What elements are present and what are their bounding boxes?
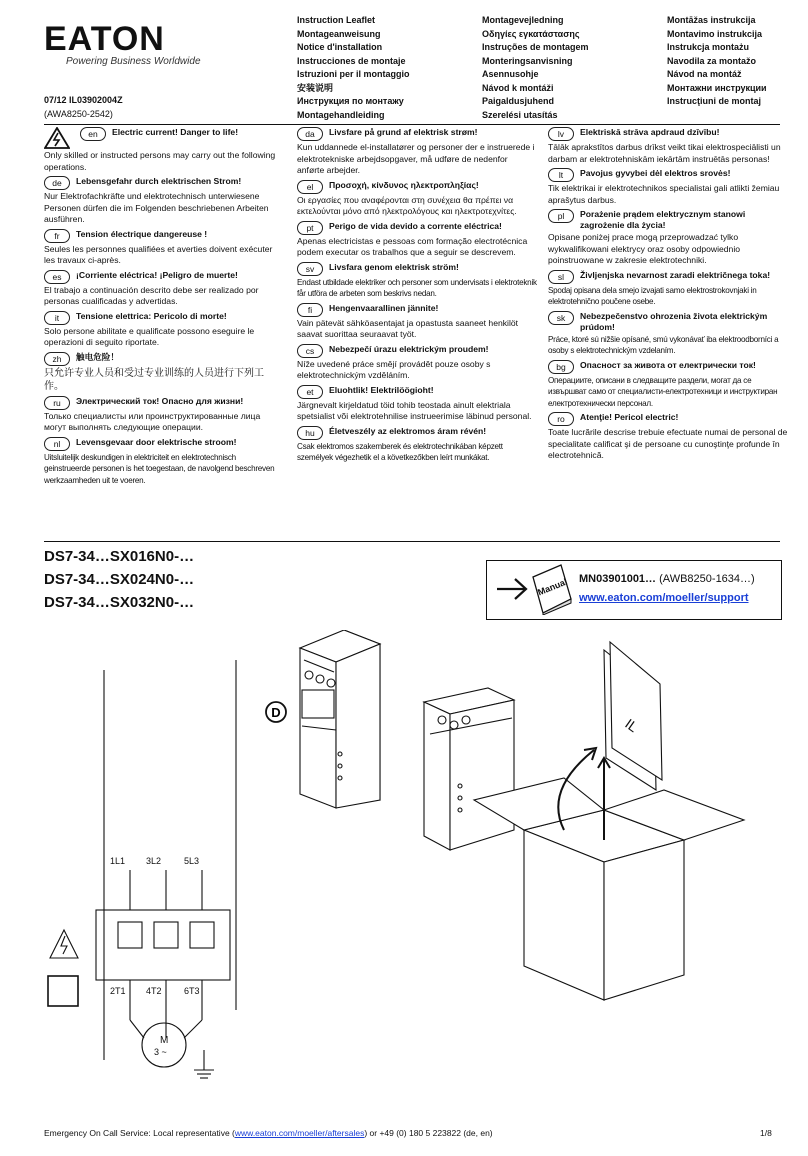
warning-heading-row (44, 311, 284, 325)
warning-lv (548, 127, 788, 165)
warning-body: Opisane poniżej prace mogą przeprowadzać tylko wykwalifikowani elektrycy oraz osoby odpowiednio poinstruowane w zakresie elektrotechniki. (548, 232, 741, 265)
lang-code: pl (548, 209, 574, 223)
warning-fr (44, 229, 284, 267)
title: 安装说明 (297, 82, 334, 93)
d-info-icon (266, 702, 286, 722)
warning-heading: Pavojus gyvybei dėl elektros srovės! (580, 168, 731, 178)
warning-heading-row (44, 396, 284, 410)
warning-body: Tik elektrikai ir elektrotechnikos specialistai gali atlikti žemiau aprašytus darbus. (548, 183, 780, 205)
terminal-label: 3L2 (146, 856, 162, 866)
warning-body: Nur Elektrofachkräfte und elektrotechnisch unterwiesene Personen dürfen die im Folgenden beschriebenen Arbeiten ausführen. (44, 191, 269, 224)
leaflet-label: IL (622, 715, 642, 736)
title: Návod na montáž (667, 69, 742, 79)
warning-heading-row (297, 344, 537, 358)
title: Návod k montáži (482, 82, 554, 93)
manual-label: Manual (536, 576, 569, 598)
lang-code: da (297, 127, 323, 141)
warning-sk (548, 311, 788, 357)
lang-code: et (297, 385, 323, 399)
warning-heading-row (297, 180, 537, 194)
warning-heading-row (297, 303, 537, 317)
warning-es (44, 270, 284, 308)
wiring-labels (110, 856, 200, 1057)
model-number: DS7-34…SX016N0-… (44, 548, 195, 565)
support-link[interactable]: www.eaton.com/moeller/support (579, 592, 749, 604)
lang-code: de (44, 176, 70, 190)
lang-code: hu (297, 426, 323, 440)
warning-heading-row (297, 221, 537, 235)
warning-zh (44, 352, 284, 393)
warning-body: Solo persone abilitate e qualificate possono eseguire le operazioni di seguito riportate. (44, 325, 255, 347)
warning-body: Järgnevalt kirjeldatud töid tohib teostada ainult elektriala spetsialist või elektrotehnilise instrueerimise läbinud personal. (297, 399, 532, 421)
warning-heading: Опасност за живота от електрически ток! (580, 359, 756, 370)
lang-code: ro (548, 412, 574, 426)
warning-pt (297, 221, 537, 259)
warning-heading: Lebensgefahr durch elektrischen Strom! (76, 176, 242, 186)
titles-col-3 (667, 14, 767, 109)
warning-hu (297, 426, 537, 464)
warning-heading: Életveszély az elektromos áram révén! (329, 425, 487, 436)
aftersales-link[interactable]: www.eaton.com/moeller/aftersales (234, 1128, 365, 1138)
warning-body: Csak elektromos szakemberek és elektrotechnikában képzett személyek végezhetik el a következőkben leírt munkákat. (297, 441, 503, 462)
model-number: DS7-34…SX024N0-… (44, 571, 195, 588)
title: Montagevejledning (482, 15, 564, 25)
danger-triangle-icon (44, 127, 70, 149)
warning-heading-row (548, 360, 788, 374)
warning-body: El trabajo a continuación descrito debe ser realizado por personas cualificadas y advertidas. (44, 284, 259, 306)
warning-heading: Hengenvaarallinen jännite! (329, 302, 439, 313)
warning-body: Endast utbildade elektriker och personer som undervisats i elektroteknik får utföra de arbeten som beskrivs nedan. (297, 277, 537, 298)
manual-reference-box (486, 560, 782, 620)
warning-body: Níže uvedené práce smějí provádět pouze osoby s elektrotechnickým vzděláním. (297, 358, 491, 380)
warning-heading-row (548, 270, 788, 284)
warning-heading-row (297, 262, 537, 276)
warning-body: Vain pätevät sähköasentajat ja opastusta saaneet henkilöt saavat suorittaa seuraavat työt. (297, 317, 519, 339)
title: Montagehandleiding (297, 109, 385, 120)
warning-ru (44, 396, 284, 434)
warning-heading-row (548, 412, 788, 426)
warning-el (297, 180, 537, 218)
lang-code: sl (548, 270, 574, 284)
terminal-label: 1L1 (110, 856, 126, 866)
manual-doc-ref (579, 573, 755, 585)
warnings-col-2 (297, 127, 537, 467)
model-number: DS7-34…SX032N0-… (44, 594, 195, 611)
arrow-right-icon (495, 575, 529, 603)
doc-number: 07/12 IL03902004Z (44, 95, 123, 105)
lang-code: ru (44, 396, 70, 410)
warning-fi (297, 303, 537, 341)
warning-heading: Tensione elettrica: Pericolo di morte! (76, 310, 227, 321)
title: Istruzioni per il montaggio (297, 69, 410, 79)
lang-code: lv (548, 127, 574, 141)
warning-body: Tālāk aprakstītos darbus drīkst veikt tikai elektrospeciālisti un darbam ar elektrotehniskām iekārtām instruētās personas! (548, 142, 781, 164)
warning-body: Práce, ktoré sú nižšie opísané, smú vykonávať iba elektroodborníci a osoby s elektrotechnickým vzdelaním. (548, 334, 779, 355)
tagline: Powering Business Worldwide (66, 56, 201, 67)
lang-code: fi (297, 303, 323, 317)
warning-sv (297, 262, 537, 300)
title: Asennusohje (482, 69, 539, 79)
motor-label: M (160, 1035, 169, 1046)
warning-heading: Porażenie prądem elektrycznym stanowi zagrożenie dla życia! (580, 209, 746, 230)
title: Szerelési utasítás (482, 109, 558, 120)
warning-ro (548, 412, 788, 462)
warning-heading: Eluohtlik! Elektrilöögioht! (329, 384, 434, 395)
warning-heading: Электрический ток! Опасно для жизни! (76, 395, 244, 406)
warning-heading-row (297, 426, 537, 440)
page-number: 1/8 (760, 1128, 772, 1138)
svg-text:D: D (271, 705, 281, 720)
warning-heading-row (44, 176, 284, 190)
awb-number: (AWA8250-2542) (44, 109, 113, 119)
illustration-area (44, 630, 780, 1090)
warning-heading-row (44, 352, 284, 366)
header-rule (44, 124, 780, 125)
lang-code: cs (297, 344, 323, 358)
title: Instrucţiuni de montaj (667, 96, 762, 106)
lang-code: nl (44, 437, 70, 451)
footer-prefix: Emergency On Call Service: Local representative ( (44, 1128, 235, 1138)
warning-heading: Življenjska nevarnost zaradi električnega toka! (580, 269, 771, 280)
warning-heading-row (44, 127, 284, 149)
warning-heading: ¡Corriente eléctrica! ¡Peligro de muerte! (76, 269, 238, 280)
lang-code: lt (548, 168, 574, 182)
titles-col-1 (297, 14, 410, 122)
instruction-leaflet-drawing (604, 642, 662, 790)
warning-nl (44, 437, 284, 487)
warning-en (44, 127, 284, 173)
warning-heading-row (44, 229, 284, 243)
warning-heading: Livsfara genom elektrisk ström! (329, 261, 459, 272)
warnings-col-1 (44, 127, 284, 489)
warning-et (297, 385, 537, 423)
warnings-col-3 (548, 127, 788, 465)
lang-code: zh (44, 352, 70, 366)
warning-body: Только специалисты или проинструктированные лица могут выполнять следующие операции. (44, 410, 261, 432)
warning-heading: 触电危险！ (76, 351, 119, 362)
lang-code: sk (548, 311, 574, 325)
lang-code: it (44, 311, 70, 325)
warning-heading: Elektriskā strāva apdraud dzīvību! (580, 127, 720, 137)
warning-body: Οι εργασίες που αναφέρονται στη συνέχεια θα πρέπει να εκτελούνται μόνο από ηλεκτρολόγους και ηλεκτροτεχνίτες. (297, 194, 517, 216)
terminal-label: 2T1 (110, 986, 126, 996)
warning-de (44, 176, 284, 226)
title: Instruções de montagem (482, 42, 589, 52)
warning-body: Spodaj opisana dela smejo izvajati samo elektrostrokovnjaki in elektrotehnično poučene osebe. (548, 285, 757, 306)
manual-doc-number: MN03901001… (579, 573, 657, 585)
soft-starter-device-small (424, 688, 514, 850)
warning-body: Seules les personnes qualifiées et averties doivent exécuter les travaux ci-après. (44, 243, 273, 265)
title: Οδηγίες εγκατάστασης (482, 28, 580, 39)
warning-heading: Electric current! Danger to life! (112, 127, 239, 137)
soft-starter-device-large (300, 630, 380, 808)
eaton-logo: EATON (44, 20, 165, 58)
footer-suffix: ) or +49 (0) 180 5 223822 (de, en) (364, 1128, 493, 1138)
warning-sl (548, 270, 788, 308)
warning-heading: Tension électrique dangereuse ! (76, 228, 208, 239)
warning-heading: Atenţie! Pericol electric! (580, 412, 679, 422)
warning-heading-row (297, 385, 537, 399)
footer-emergency (44, 1128, 493, 1138)
warning-heading: Levensgevaar door elektrische stroom! (76, 436, 237, 447)
warning-heading: Perigo de vida devido a corrente eléctrica! (329, 220, 502, 231)
warning-heading-row (44, 270, 284, 284)
section-rule (44, 541, 780, 542)
warning-da (297, 127, 537, 177)
warning-body: 只允许专业人员和受过专业训练的人员进行下列工作。 (44, 367, 264, 392)
title: Montageanweisung (297, 28, 381, 39)
title: Notice d'installation (297, 42, 383, 52)
title: Paigaldusjuhend (482, 96, 555, 106)
title: Montāžas instrukcija (667, 15, 756, 25)
wiring-diagram (48, 660, 236, 1078)
warning-heading: Nebezpečí úrazu elektrickým proudem! (329, 343, 489, 354)
warning-cs (297, 344, 537, 382)
warning-heading-row (548, 168, 788, 182)
warning-bg (548, 360, 788, 410)
warning-heading: Nebezpečenstvo ohrozenia života elektrickým prúdom! (580, 310, 768, 332)
manual-awb: (AWB8250-1634…) (656, 573, 755, 585)
lang-code: el (297, 180, 323, 194)
title: Instrucciones de montaje (297, 55, 406, 66)
terminal-label: 6T3 (184, 986, 200, 996)
warning-lt (548, 168, 788, 206)
title: Instrukcja montażu (667, 42, 750, 52)
warning-heading-row (44, 437, 284, 451)
warning-it (44, 311, 284, 349)
title: Monteringsanvisning (482, 55, 573, 66)
warning-heading-row (548, 209, 788, 231)
titles-col-2 (482, 14, 589, 122)
warning-body: Apenas electricistas e pessoas com formação electrotécnica podem executar os trabalhos que a seguir se descrevem. (297, 235, 528, 257)
warning-heading: Προσοχή, κίνδυνος ηλεκτροπληξίας! (329, 179, 479, 190)
warning-heading: Livsfare på grund af elektrisk strøm! (329, 127, 478, 137)
lang-code: sv (297, 262, 323, 276)
title: Монтажни инструкции (667, 82, 767, 93)
warning-heading-row (548, 311, 788, 333)
warning-heading-row (548, 127, 788, 141)
lang-code: es (44, 270, 70, 284)
lang-code: en (80, 127, 106, 141)
terminal-label: 5L3 (184, 856, 200, 866)
motor-phase-label: 3 ~ (154, 1047, 167, 1057)
warning-body: Toate lucrările descrise trebuie efectuate numai de personal de specialitate calificat şi de persoane cu cunoştinţe profunde în electrotehnică. (548, 427, 788, 460)
warning-body: Операциите, описани в следващите раздели, могат да се извършват само от специалисти-електротехници и инструктиран електротехнически персонал. (548, 375, 778, 408)
lang-code: fr (44, 229, 70, 243)
warning-body: Only skilled or instructed persons may carry out the following operations. (44, 150, 276, 172)
title: Navodila za montažo (667, 55, 757, 66)
warning-body: Uitsluitelijk deskundigen in elektriciteit en elektrotechnisch geinstrueerde personen is het toegestaan, de navolgend beschreven werkzaamheden uit te voeren. (44, 452, 275, 485)
warning-body: Kun uddannede el-installatører og personer der e instruerede i elektrotekniske arbejdsopgaver, må udføre de nedenfor anførte arbejder. (297, 142, 535, 175)
lang-code: bg (548, 360, 574, 374)
lang-code: pt (297, 221, 323, 235)
warning-heading-row (297, 127, 537, 141)
title: Instruction Leaflet (297, 15, 376, 25)
terminal-label: 4T2 (146, 986, 162, 996)
warning-pl (548, 209, 788, 267)
title: Montavimo instrukcija (667, 28, 763, 39)
title: Инструкция по монтажу (297, 96, 404, 106)
